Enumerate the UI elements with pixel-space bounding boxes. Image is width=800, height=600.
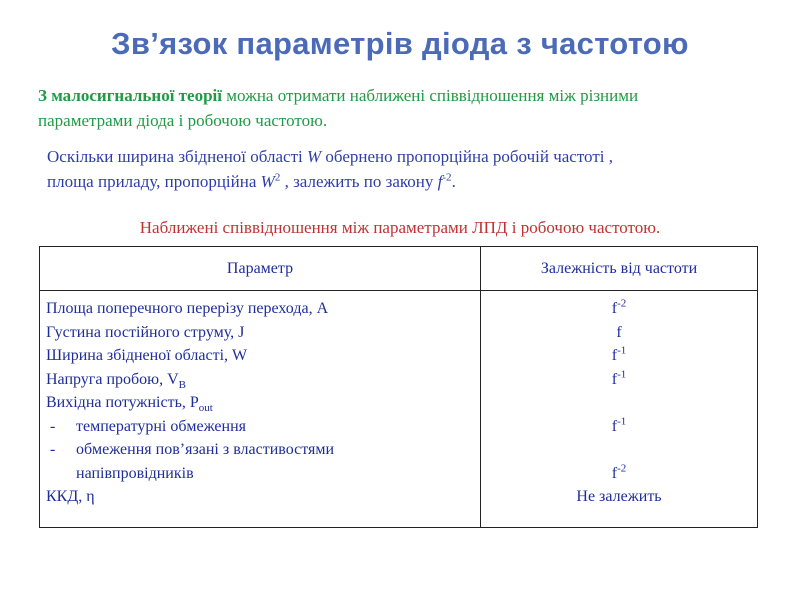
param-breakdown-voltage-label: Напруга пробою, V (46, 370, 179, 388)
dep-area (487, 297, 751, 321)
intro-paragraph (38, 83, 758, 133)
dep-material-limits (487, 462, 751, 486)
note-var-w2: W (260, 172, 275, 191)
note-var-w: W (306, 147, 322, 166)
dep-thermal-limits-base: f (611, 417, 618, 435)
param-area: Площа поперечного перерізу перехода, A (46, 300, 329, 317)
note-sup-m2: -2 (442, 171, 452, 184)
param-thermal-limits-label: температурні обмеження (76, 417, 246, 435)
dep-breakdown-voltage-exp: -1 (617, 368, 627, 381)
table-caption: Наближені співвідношення між параметрами ЛПД і робочою частотою. (139, 218, 661, 237)
dep-breakdown-voltage (487, 368, 751, 392)
dep-output-power-empty (487, 391, 751, 415)
table-header-row (40, 247, 758, 291)
parameters-table (39, 246, 758, 528)
param-current-density: Густина постійного струму, J (46, 323, 245, 341)
note-text-2: обернено пропорційна робочій частоті , (321, 147, 613, 166)
table-body-row (40, 291, 758, 528)
param-breakdown-voltage-sub: B (178, 378, 187, 391)
note-text-3: площа приладу, пропорційна (47, 172, 261, 191)
dep-material-limits-base: f (611, 464, 618, 482)
dep-depletion-width-exp: -1 (617, 344, 627, 357)
note-paragraph (47, 144, 767, 194)
note-var-f: f (437, 172, 443, 191)
param-material-limits (46, 438, 474, 462)
note-text-4: , залежить по закону (280, 172, 438, 191)
dep-efficiency: Не залежить (576, 488, 662, 505)
dep-material-limits-exp: -2 (617, 462, 627, 475)
note-sup-2: 2 (274, 171, 281, 184)
param-thermal-limits (46, 415, 474, 439)
parameter-column (40, 291, 481, 528)
dep-thermal-limits-exp: -1 (617, 415, 627, 428)
param-efficiency: ККД, η (46, 488, 95, 505)
dash-marker: - (50, 417, 56, 435)
dependence-column (481, 291, 758, 528)
dep-depletion-width (487, 344, 751, 368)
header-parameter: Параметр (40, 247, 481, 291)
dep-area-exp: -2 (617, 297, 627, 310)
dep-material-limits-empty (487, 438, 751, 462)
intro-text-line1: можна отримати наближені співвідношення між різними (221, 86, 639, 105)
dep-current-density (487, 321, 751, 345)
dep-depletion-width-base: f (611, 347, 618, 364)
param-output-power (46, 391, 474, 415)
param-breakdown-voltage (46, 368, 474, 392)
param-output-power-sub: out (198, 402, 213, 415)
param-material-limits-label: обмеження пов’язані з властивостями (76, 441, 335, 458)
header-frequency-dependence: Залежність від частоти (481, 247, 758, 291)
dep-thermal-limits (487, 415, 751, 439)
param-output-power-label: Вихідна потужність, P (46, 394, 199, 411)
note-text-1: Оскільки ширина збідненої області (47, 147, 307, 166)
intro-bold-text: З малосигнальної теорії (38, 86, 222, 105)
dep-area-base: f (611, 300, 618, 317)
dep-breakdown-voltage-base: f (611, 370, 618, 388)
slide-title: Зв’язок параметрів діода з частотою (111, 26, 689, 61)
intro-text-line2: параметрами діода і робочою частотою. (38, 111, 328, 130)
dep-current-density-base: f (616, 323, 622, 341)
dash-marker: - (50, 441, 56, 458)
note-text-5: . (451, 172, 456, 191)
param-depletion-width: Ширина збідненої області, W (46, 347, 248, 364)
param-material-limits-cont: напівпровідників (76, 464, 194, 482)
